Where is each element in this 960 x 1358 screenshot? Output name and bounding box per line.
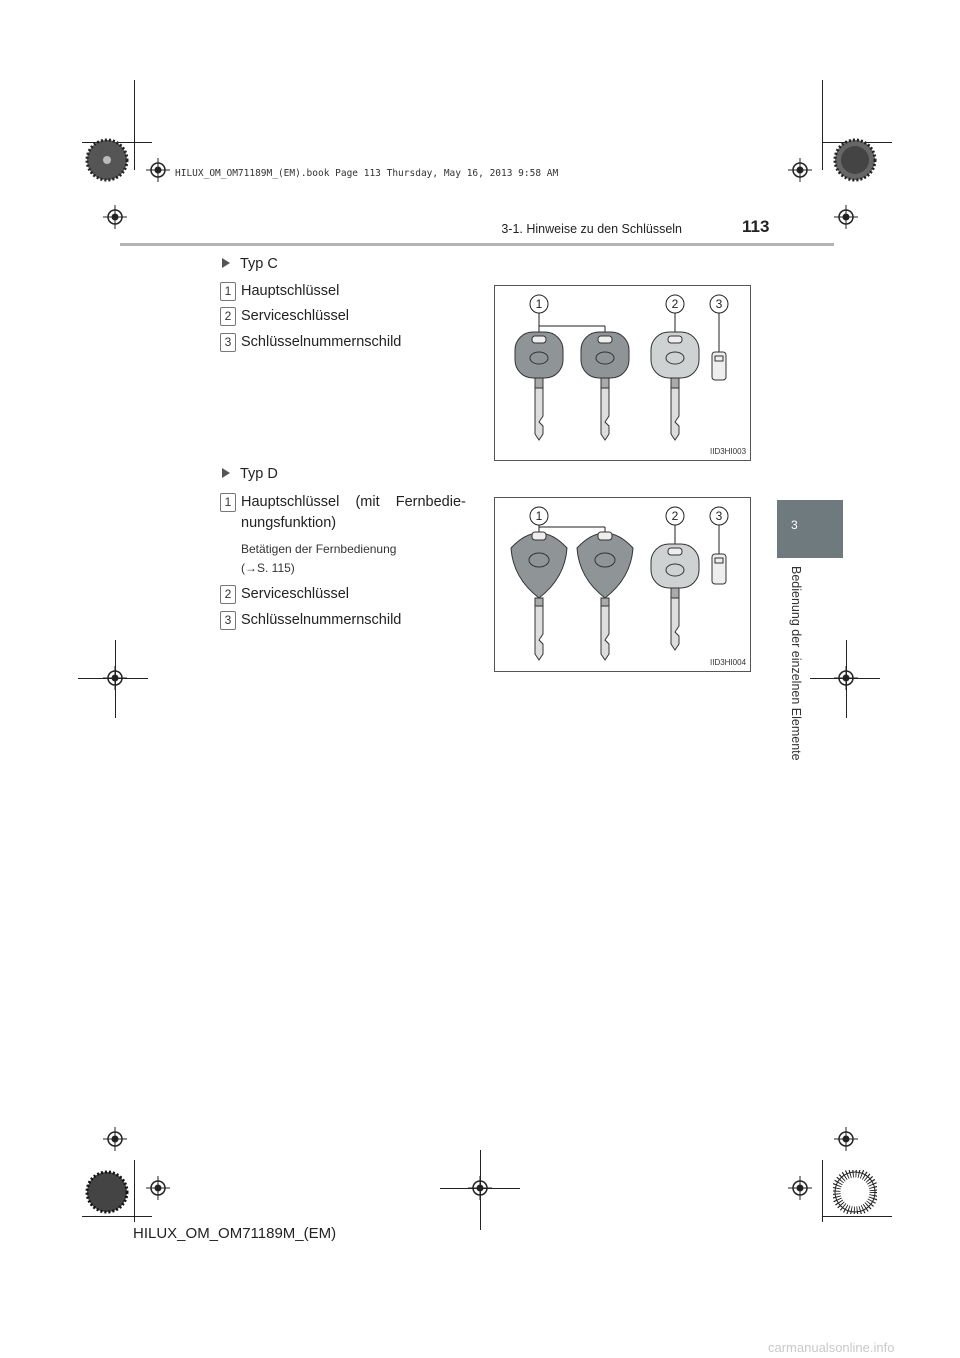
registration-mark-icon [146,1176,170,1200]
registration-mark-icon [146,158,170,182]
chapter-tab [777,500,843,558]
registration-mark-icon [788,1176,812,1200]
registration-mark-icon [103,205,127,229]
item-label: Hauptschlüssel [241,283,340,299]
callout-1: 1 [535,297,543,311]
crop-line [822,1160,823,1222]
crop-line [134,1160,135,1222]
chapter-number: 3 [791,518,798,532]
registration-mark-icon [468,1176,492,1200]
item-label-line: nungsfunktion) [241,515,337,531]
registration-mark-icon [834,205,858,229]
registration-mark-icon [103,666,127,690]
keys-illustration [495,498,750,671]
color-target-icon [85,138,129,182]
header-rule [120,243,834,246]
key-figure-type-d [494,497,751,672]
remote-key-icon [511,532,567,660]
callout-2: 2 [671,297,679,311]
item-number-badge: 1 [220,282,236,301]
service-key-icon [651,544,699,650]
chapter-title: Bedienung der einzelnen Elemente [789,566,803,761]
footer-doc-id: HILUX_OM_OM71189M_(EM) [133,1225,337,1242]
crop-line [82,1216,152,1217]
callout-3: 3 [715,509,723,523]
keys-illustration [495,286,750,460]
key-figure-type-c [494,285,751,461]
type-c-heading [222,256,278,272]
crop-line [822,1216,892,1217]
crop-line [134,80,135,170]
note-line: Betätigen der Fernbedienung [241,542,397,556]
triangle-bullet-icon [222,258,230,268]
color-target-icon [833,1170,877,1214]
item-label-line: Hauptschlüssel (mit Fernbedie- [241,494,466,510]
item-number-badge: 2 [220,307,236,326]
section-title: 3-1. Hinweise zu den Schlüsseln [501,222,682,236]
registration-mark-icon [834,1127,858,1151]
item-label: Serviceschlüssel [241,586,349,602]
callout-2: 2 [671,509,679,523]
note-reference-link[interactable]: (→S. 115) [241,561,295,575]
registration-mark-icon [834,666,858,690]
item-label: Schlüsselnummernschild [241,334,402,350]
callout-3: 3 [715,297,723,311]
type-d-heading-text: Typ D [240,466,278,482]
triangle-bullet-icon [222,468,230,478]
item-number-badge: 2 [220,585,236,604]
book-info: HILUX_OM_OM71189M_(EM).book Page 113 Thursday, May 16, 2013 9:58 AM [175,168,559,179]
remote-key-icon [577,532,633,660]
page-number: 113 [742,217,770,236]
figure-code: IID3HI004 [710,658,747,667]
item-number-badge: 3 [220,333,236,352]
item-number-badge: 1 [220,493,236,512]
callout-1: 1 [535,509,543,523]
type-c-heading-text: Typ C [240,256,278,272]
remote-note [241,540,396,578]
color-target-icon [833,138,877,182]
item-label: Schlüsselnummernschild [241,612,402,628]
color-target-icon [85,1170,129,1214]
service-key-icon [651,332,699,440]
registration-mark-icon [788,158,812,182]
item-label: Serviceschlüssel [241,308,349,324]
crop-line [822,80,823,170]
registration-mark-icon [103,1127,127,1151]
main-key-icon [581,332,629,440]
key-number-plate-icon [712,554,726,584]
key-number-plate-icon [712,352,726,380]
item-number-badge: 3 [220,611,236,630]
type-d-heading [222,466,278,482]
item-label [241,492,465,534]
watermark: carmanualsonline.info [768,1340,895,1355]
main-key-icon [515,332,563,440]
figure-code: IID3HI003 [710,447,747,456]
